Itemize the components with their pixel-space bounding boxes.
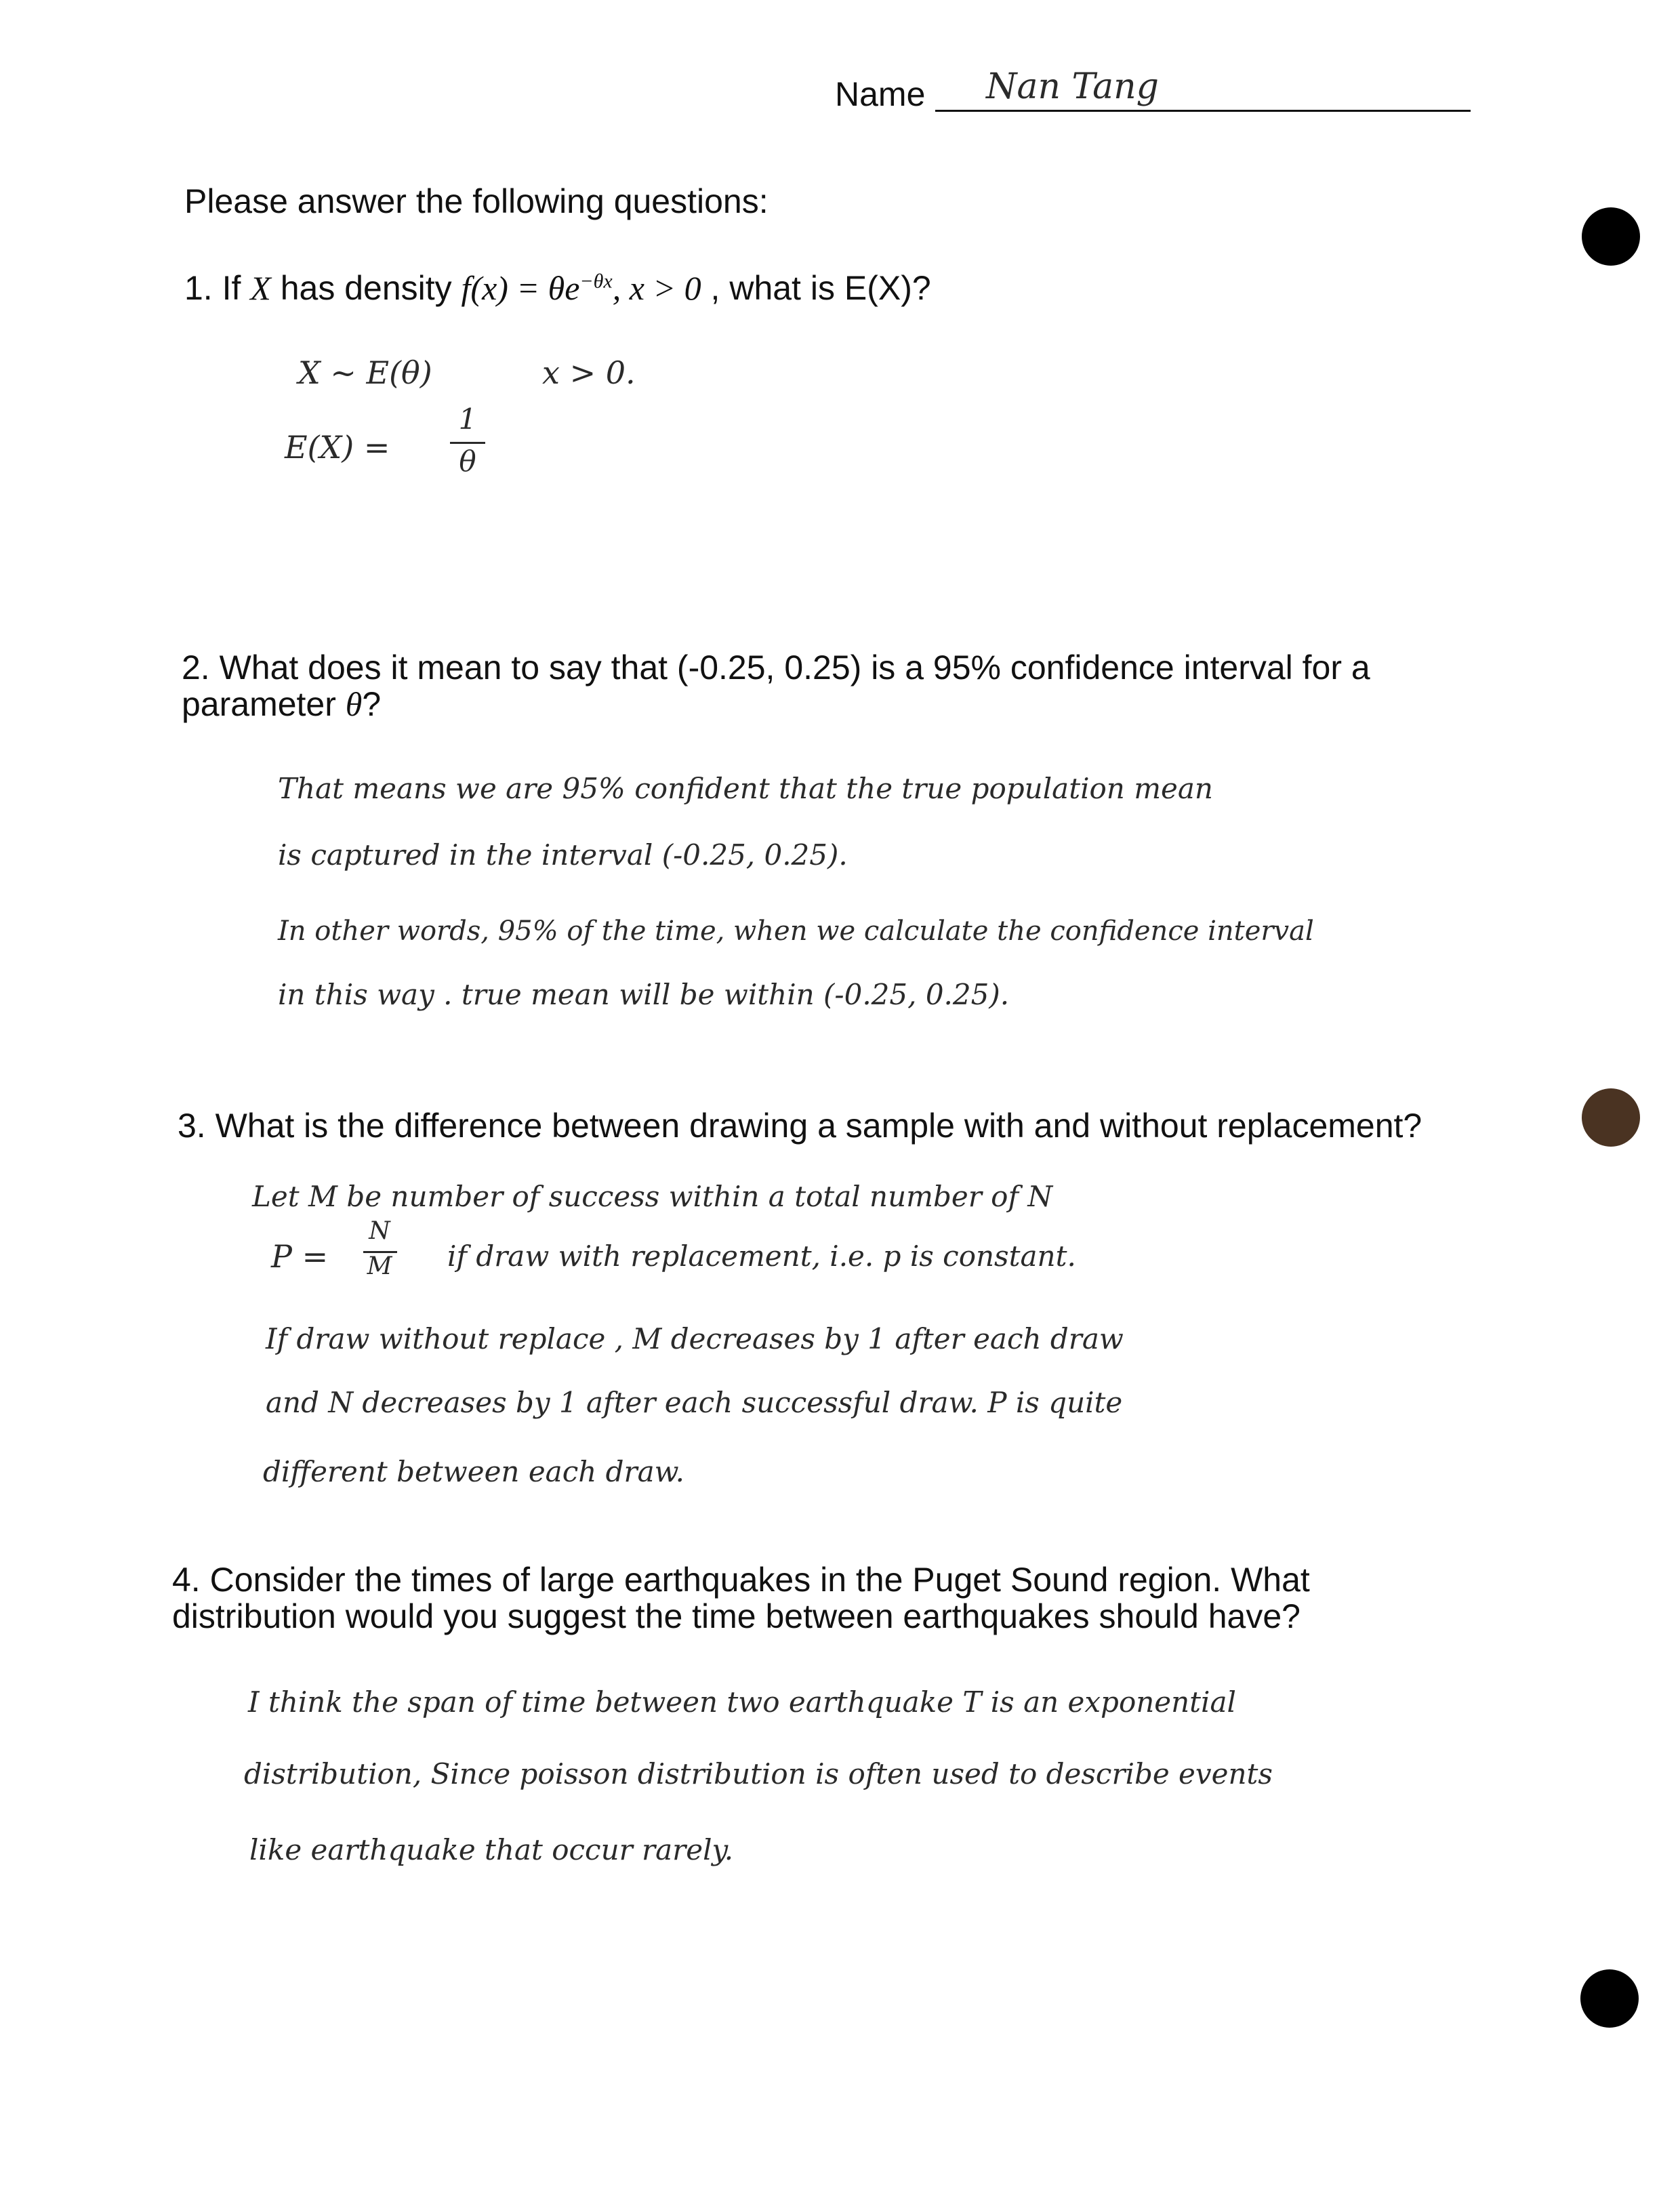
name-label: Name [835,75,926,113]
question-2-line-1: 2. What does it mean to say that (-0.25, 0.25) is a 95% confidence interval for a [182,649,1370,687]
name-underline [935,110,1471,112]
question-2-line-2 [182,684,381,724]
q4-answer-line-3: like earthquake that occur rarely. [249,1833,734,1866]
q1-answer-numerator: 1 [458,403,477,436]
q2-question-mark: ? [362,685,382,723]
q1-has-density: has density [270,269,462,307]
question-3: 3. What is the difference between drawing a sample with and without replacement? [178,1107,1422,1145]
q3-answer-denominator: M [367,1252,392,1280]
q1-formula-condition: , x > 0 [612,269,701,307]
q1-prefix: 1. If [184,269,251,307]
q1-answer-condition: x > 0. [542,354,636,391]
q1-answer-expectation: E(X) = [285,429,390,466]
q4-answer-line-1: I think the span of time between two earthquake T is an exponential [248,1685,1236,1719]
q2-theta: θ [345,685,363,723]
name-signature: Nan Tang [986,66,1159,107]
question-4-line-1: 4. Consider the times of large earthquakes in the Puget Sound region. What [172,1561,1310,1599]
q3-answer-p-equals: P = [271,1238,329,1275]
q1-question-end: , what is E(X)? [701,269,931,307]
q3-answer-line-1: Let M be number of success within a total number of N [252,1180,1053,1213]
q1-variable: X [250,269,271,307]
q2-answer-line-1: That means we are 95% confident that the true population mean [278,772,1213,805]
q1-formula-exponent: −θx [579,270,613,293]
question-4-line-2: distribution would you suggest the time between earthquakes should have? [172,1597,1300,1635]
q3-answer-line-5: different between each draw. [263,1455,684,1488]
q3-answer-line-2: if draw with replacement, i.e. p is constant. [447,1240,1076,1273]
question-1 [184,268,931,308]
punch-hole-top [1582,207,1640,266]
q3-answer-line-3: If draw without replace , M decreases by 1 after each draw [266,1322,1124,1355]
q4-answer-line-2: distribution, Since poisson distribution is often used to describe events [244,1757,1273,1790]
q2-answer-line-3: In other words, 95% of the time, when we calculate the confidence interval [278,916,1314,947]
q2-answer-line-4: in this way . true mean will be within (-0.25, 0.25). [278,978,1010,1011]
q1-answer-distribution: X ~ E(θ) [298,354,432,391]
q3-answer-line-4: and N decreases by 1 after each successful draw. P is quite [266,1386,1123,1419]
punch-hole-middle [1582,1088,1640,1147]
instructions: Please answer the following questions: [184,182,769,220]
punch-hole-bottom [1580,1969,1639,2028]
q3-answer-numerator: N [369,1217,390,1245]
q2-parameter-label: parameter [182,685,346,723]
q2-answer-line-2: is captured in the interval (-0.25, 0.25). [278,838,848,872]
q1-formula: f(x) = θe [461,269,580,307]
q1-answer-fraction-bar [450,442,485,444]
q1-answer-denominator: θ [459,445,476,478]
